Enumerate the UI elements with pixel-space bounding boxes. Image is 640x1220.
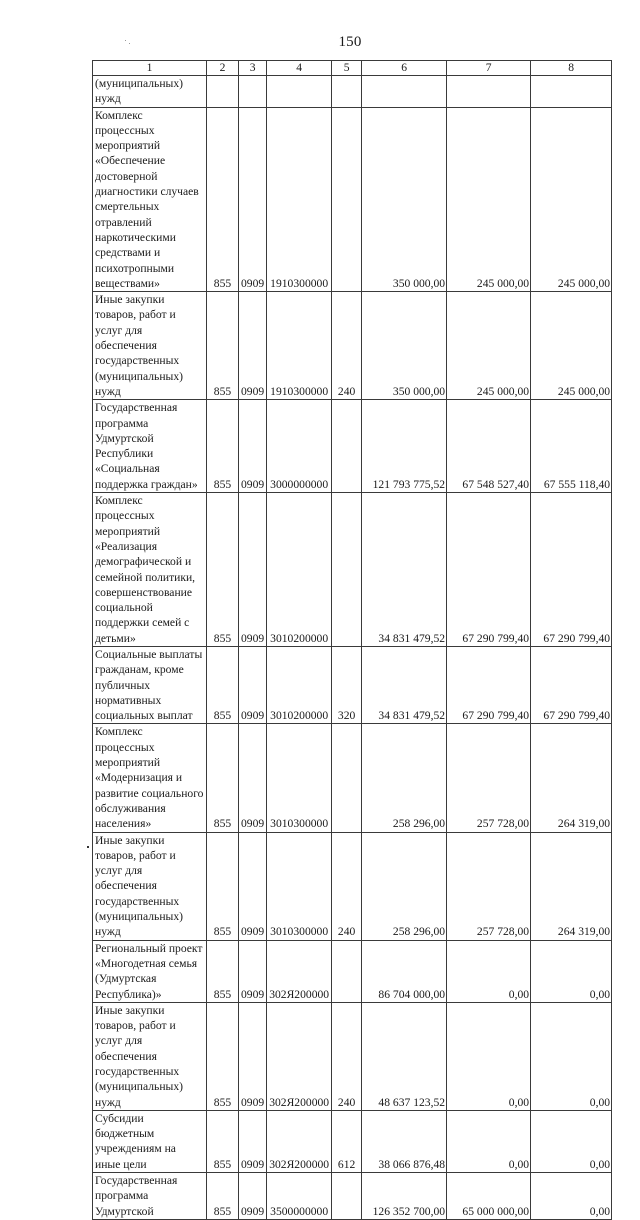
amount-year-2: 67 548 527,40 [447,400,531,493]
amount-year-3: 0,00 [531,1173,612,1220]
ministry-code [207,76,239,108]
amount-year-2: 0,00 [447,940,531,1002]
item-name: Иные закупки товаров, работ и услуг для обеспечения государственных (муниципальных) нужд [93,1002,207,1110]
target-article-code: 1910300000 [267,107,332,292]
expense-type-code [332,940,362,1002]
ministry-code: 855 [207,107,239,292]
page-number: 150 [338,34,362,50]
target-article-code: 3010200000 [267,646,332,723]
amount-year-3: 67 555 118,40 [531,400,612,493]
amount-year-3 [531,76,612,108]
table-row [93,1173,612,1220]
expense-type-code [332,1173,362,1220]
section-code: 0909 [239,1173,267,1220]
amount-year-2: 0,00 [447,1110,531,1172]
amount-year-1: 86 704 000,00 [362,940,447,1002]
item-name: Комплекс процессных мероприятий «Обеспечение достоверной диагностики случаев смертельных отравлений наркотическими средствами и психотропными веществами» [93,107,207,292]
target-article-code: 3000000000 [267,400,332,493]
ministry-code: 855 [207,940,239,1002]
amount-year-1: 350 000,00 [362,292,447,400]
amount-year-2 [447,76,531,108]
table-row [93,292,612,400]
amount-year-2: 257 728,00 [447,724,531,832]
ministry-code: 855 [207,646,239,723]
target-article-code: 3010300000 [267,724,332,832]
section-code: 0909 [239,107,267,292]
col-header: 6 [362,61,447,76]
ministry-code: 855 [207,400,239,493]
amount-year-1: 350 000,00 [362,107,447,292]
section-code: 0909 [239,1110,267,1172]
amount-year-3: 0,00 [531,1002,612,1110]
target-article-code: 1910300000 [267,292,332,400]
amount-year-2: 67 290 799,40 [447,493,531,647]
col-header: 5 [332,61,362,76]
ministry-code: 855 [207,832,239,940]
amount-year-1: 34 831 479,52 [362,493,447,647]
section-code: 0909 [239,832,267,940]
target-article-code: 302Я200000 [267,940,332,1002]
section-code: 0909 [239,724,267,832]
amount-year-3: 264 319,00 [531,832,612,940]
col-header: 7 [447,61,531,76]
table-row [93,724,612,832]
expense-type-code: 612 [332,1110,362,1172]
item-name: Региональный проект «Многодетная семья (Удмуртская Республика)» [93,940,207,1002]
column-number-header [93,61,612,76]
col-header: 4 [267,61,332,76]
target-article-code: 3500000000 [267,1173,332,1220]
expense-type-code [332,107,362,292]
amount-year-3: 67 290 799,40 [531,646,612,723]
item-name: Социальные выплаты гражданам, кроме публичных нормативных социальных выплат [93,646,207,723]
expense-type-code [332,400,362,493]
expense-type-code: 240 [332,832,362,940]
section-code: 0909 [239,646,267,723]
expense-type-code: 240 [332,1002,362,1110]
ministry-code: 855 [207,1002,239,1110]
amount-year-3: 245 000,00 [531,292,612,400]
amount-year-1: 258 296,00 [362,832,447,940]
amount-year-1: 34 831 479,52 [362,646,447,723]
amount-year-2: 257 728,00 [447,832,531,940]
budget-table [92,60,612,1220]
target-article-code: 302Я200000 [267,1002,332,1110]
section-code: 0909 [239,1002,267,1110]
amount-year-1 [362,76,447,108]
item-name: (муниципальных) нужд [93,76,207,108]
col-header: 3 [239,61,267,76]
item-name: Иные закупки товаров, работ и услуг для обеспечения государственных (муниципальных) нужд [93,292,207,400]
amount-year-3: 0,00 [531,1110,612,1172]
table-row [93,76,612,108]
target-article-code: 302Я200000 [267,1110,332,1172]
section-code: 0909 [239,292,267,400]
table-row [93,107,612,292]
amount-year-3: 0,00 [531,940,612,1002]
expense-type-code [332,76,362,108]
table-row [93,1002,612,1110]
table-row [93,493,612,647]
amount-year-2: 245 000,00 [447,107,531,292]
amount-year-1: 121 793 775,52 [362,400,447,493]
table-row [93,400,612,493]
scan-mark [87,846,89,848]
item-name: Государственная программа Удмуртской [93,1173,207,1220]
item-name: Иные закупки товаров, работ и услуг для обеспечения государственных (муниципальных) нужд [93,832,207,940]
amount-year-2: 65 000 000,00 [447,1173,531,1220]
target-article-code [267,76,332,108]
item-name: Комплекс процессных мероприятий «Реализация демографической и семейной политики, совершенствование социальной поддержки семей с детьми» [93,493,207,647]
expense-type-code: 240 [332,292,362,400]
table-row [93,832,612,940]
ministry-code: 855 [207,292,239,400]
amount-year-3: 264 319,00 [531,724,612,832]
col-header: 8 [531,61,612,76]
section-code [239,76,267,108]
amount-year-2: 67 290 799,40 [447,646,531,723]
ministry-code: 855 [207,1173,239,1220]
amount-year-2: 245 000,00 [447,292,531,400]
amount-year-1: 126 352 700,00 [362,1173,447,1220]
section-code: 0909 [239,940,267,1002]
section-code: 0909 [239,493,267,647]
amount-year-3: 67 290 799,40 [531,493,612,647]
ministry-code: 855 [207,493,239,647]
item-name: Государственная программа Удмуртской Республики «Социальная поддержка граждан» [93,400,207,493]
table-row [93,1110,612,1172]
amount-year-1: 48 637 123,52 [362,1002,447,1110]
target-article-code: 3010300000 [267,832,332,940]
target-article-code: 3010200000 [267,493,332,647]
ministry-code: 855 [207,1110,239,1172]
item-name: Комплекс процессных мероприятий «Модернизация и развитие социального обслуживания населения» [93,724,207,832]
amount-year-1: 38 066 876,48 [362,1110,447,1172]
scan-noise [125,40,131,46]
col-header: 2 [207,61,239,76]
item-name: Субсидии бюджетным учреждениям на иные цели [93,1110,207,1172]
amount-year-1: 258 296,00 [362,724,447,832]
ministry-code: 855 [207,724,239,832]
amount-year-2: 0,00 [447,1002,531,1110]
expense-type-code: 320 [332,646,362,723]
table-row [93,940,612,1002]
expense-type-code [332,724,362,832]
section-code: 0909 [239,400,267,493]
expense-type-code [332,493,362,647]
col-header: 1 [93,61,207,76]
amount-year-3: 245 000,00 [531,107,612,292]
table-row [93,646,612,723]
